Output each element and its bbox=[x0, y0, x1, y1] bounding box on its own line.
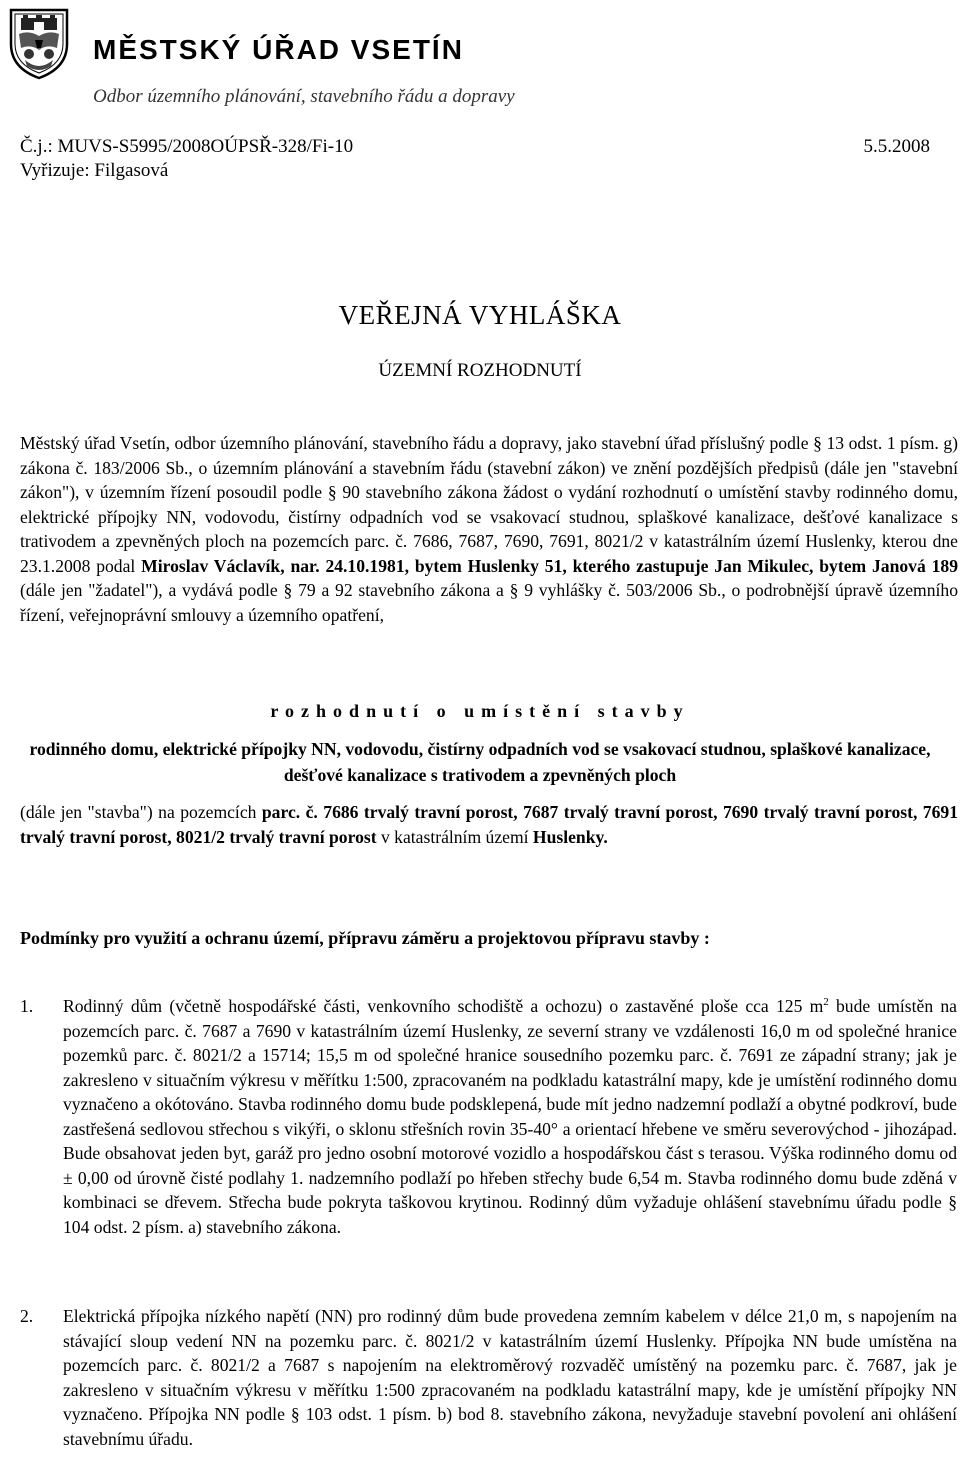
condition-item: Elektrická přípojka nízkého napětí (NN) pro rodinný dům bude provedena zemním kabelem v délce 21,0 m, s napojením na stávající sloup vedení NN na pozemku parc. č. 8021/2 v katastrálním území Huslenky. Přípojka NN bude umístěna na pozemcích parc. č. 8021/2 a 7687 s napojením na elektroměrový rozvaděč umístěný na pozemku parc. č. 7687, jak je zakresleno v situačním výkresu v měřítku 1:500 zpracovaném na podkladu katastrální mapy, kde je umístění přípojky NN vyznačeno. Přípojka NN podle § 103 odst. 1 písm. b) bod 8. stavebního zákona, nevyžaduje stavební povolení ani ohlášení stavebnímu úřadu. bbox=[63, 1306, 957, 1449]
location-lead: (dále jen "stavba") na pozemcích bbox=[20, 802, 262, 822]
superscript: 2 bbox=[823, 996, 829, 1009]
condition-text-before: Rodinný dům (včetně hospodářské části, venkovního schodiště a ochozu) o zastavěné ploše cca 125 m bbox=[63, 996, 824, 1016]
condition-number: 1. bbox=[20, 996, 34, 1016]
department-subtitle: Odbor územního plánování, stavebního řádu a dopravy bbox=[93, 86, 515, 107]
city-coat-of-arms-icon bbox=[7, 4, 71, 80]
intro-text-part2: (dále jen "žadatel"), a vydává podle § 79 a 92 stavebního zákona a § 9 vyhlášky č. 503/2006 Sb., o podrobnější úpravě územního řízení, veřejnoprávní smlouvy a územního opatření, bbox=[20, 580, 958, 625]
intro-paragraph bbox=[20, 431, 958, 627]
decision-type: ÚZEMNÍ ROZHODNUTÍ bbox=[378, 360, 582, 381]
decision-subject: rodinného domu, elektrické přípojky NN, vodovodu, čistírny odpadních vod se vsakovací studnou, splaškové kanalizace, dešťové kanalizace s trativodem a zpevněných ploch bbox=[29, 739, 931, 785]
decision-heading: rozhodnutí o umístění stavby bbox=[270, 701, 690, 721]
cadastral-area: Huslenky. bbox=[532, 826, 608, 847]
parcel-list: parc. č. 7686 trvalý travní porost, 7687 trvalý travní porost, 7690 trvalý travní porost, 7691 trvalý travní porost, 8021/2 trvalý travní porost bbox=[20, 802, 958, 847]
condition-item bbox=[63, 994, 957, 1239]
conditions-heading: Podmínky pro využití a ochranu území, přípravu záměru a projektovou přípravu stavby : bbox=[20, 928, 710, 948]
handler-name: Vyřizuje: Filgasová bbox=[20, 160, 169, 181]
location-paragraph bbox=[20, 800, 958, 849]
notice-title: VEŘEJNÁ VYHLÁŠKA bbox=[338, 300, 622, 330]
intro-text-part1: Městský úřad Vsetín, odbor územního plánování, stavebního řádu a dopravy, jako stavební úřad příslušný podle § 13 odst. 1 písm. g) zákona č. 183/2006 Sb., o územním plánování a stavebním řádu (stavební zákon) ve znění pozdějších předpisů (dále jen "stavební zákon"), v územním řízení posoudil podle § 90 stavebního zákona žádost o vydání rozhodnutí o umístění stavby rodinného domu, elektrické přípojky NN, vodovodu, čistírny odpadních vod se vsakovací studnou, splaškové kanalizace, dešťové kanalizace s trativodem a zpevněných ploch na pozemcích parc. č. 7686, 7687, 7690, 7691, 8021/2 v katastrálním území Huslenky, kterou dne 23.1.2008 podal bbox=[20, 433, 958, 576]
condition-text-after: bude umístěn na pozemcích parc. č. 7687 a 7690 v katastrálním území Huslenky, ze severní strany ve vzdálenosti 16,0 m od společné hranice pozemků parc. č. 8021/2 a 15714; 15,5 m od společné hranice sousedního pozemku parc. č. 7691 ze západní strany; jak je zakresleno v situačním výkresu v měřítku 1:500, zpracovaném na podkladu katastrální mapy, kde je umístění rodinného domu vyznačeno a okótováno. Stavba rodinného domu bude podsklepená, bude mít jedno nadzemní podlaží a obytné podkroví, bude zastřešená sedlovou střechou s vikýři, o sklonu střešních rovin 35-40° a orientací hřebene ve směru severovýchod - jihozápad. Bude obsahovat jeden byt, garáž pro jedno osobní motorové vozidlo a hospodářskou část s terasou. Výška rodinného domu od ± 0,00 od úrovně čisté podlahy 1. nadzemního podlaží po hřeben střechy bude 6,54 m. Stavba rodinného domu bude zděná v kombinaci se dřevem. Střecha bude pokryta taškovou krytinou. Rodinný dům vyžaduje ohlášení stavebnímu úřadu podle § 104 odst. 2 písm. a) stavebního zákona. bbox=[63, 996, 957, 1237]
location-tail: v katastrálním území bbox=[376, 826, 533, 847]
document-date: 5.5.2008 bbox=[863, 136, 930, 157]
condition-number: 2. bbox=[20, 1306, 34, 1326]
applicant-details: Miroslav Václavík, nar. 24.10.1981, bytem Huslenky 51, kterého zastupuje Jan Mikulec, bytem Janová 189 bbox=[141, 555, 958, 576]
reference-number: Č.j.: MUVS-S5995/2008OÚPSŘ-328/Fi-10 bbox=[20, 136, 354, 157]
office-title: MĚSTSKÝ ÚŘAD VSETÍN bbox=[93, 34, 464, 65]
